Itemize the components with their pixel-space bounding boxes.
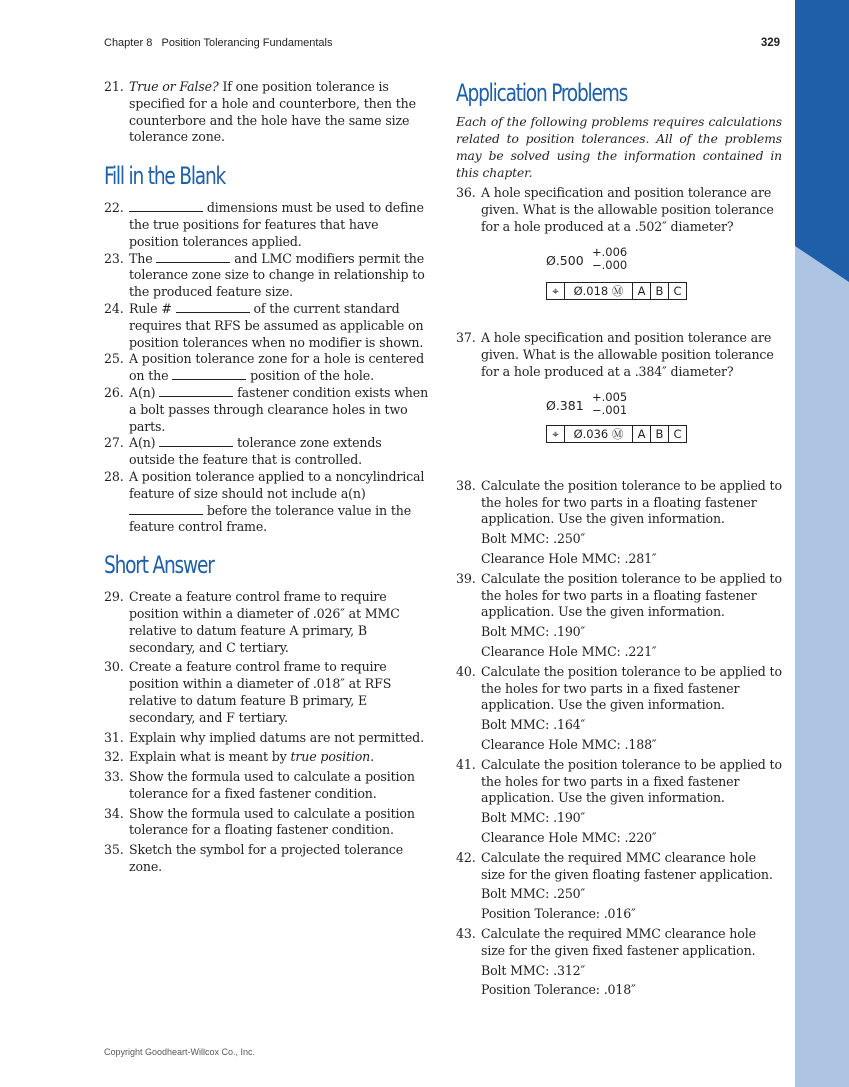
- question-text: If one position tolerance is specified for a hole and counterbore, then the counterbore and the hole have the same size tolerance zone.: [129, 79, 416, 145]
- question-text: Calculate the required MMC clearance hole size for the given floating fastener application.: [481, 849, 773, 882]
- question-26: [104, 385, 429, 435]
- datum-c-cell: C: [673, 426, 682, 441]
- left-column: [104, 79, 429, 876]
- question-number: 33.: [104, 769, 124, 785]
- position-symbol-icon: ⌖: [547, 283, 565, 299]
- tolerance-cell: Ø.036 Ⓜ: [565, 426, 633, 442]
- question-29: [104, 589, 429, 656]
- given-bolt: Bolt MMC: .250″: [481, 531, 586, 547]
- question-text: Create a feature control frame to require position within a diameter of .018″ at RFS relative to datum feature B primary, E secondary, and F tertiary.: [129, 659, 392, 725]
- question-37: [456, 330, 782, 380]
- upper-tolerance: +.006: [592, 245, 628, 260]
- question-number: 36.: [456, 185, 476, 200]
- question-text: of the current standard requires that RFS be assumed as applicable on position tolerances when no modifier is shown.: [129, 300, 424, 350]
- question-40: [456, 664, 782, 754]
- question-27: [104, 435, 429, 469]
- question-number: 31.: [104, 729, 124, 745]
- question-text: Rule #: [129, 300, 176, 316]
- question-number: 41.: [456, 756, 476, 772]
- given-bolt: Bolt MMC: .250″: [481, 886, 586, 902]
- question-33: [104, 769, 429, 803]
- question-text: and LMC modifiers permit the tolerance zone size to change in relationship to the produced feature size.: [129, 250, 425, 300]
- question-43: [456, 926, 782, 999]
- question-32: [104, 749, 429, 766]
- question-text: Calculate the required MMC clearance hole size for the given fixed fastener application.: [481, 925, 756, 958]
- question-text: Calculate the position tolerance to be applied to the holes for two parts in a fixed fastener application. Use the given information.: [481, 663, 782, 713]
- tolerance-cell: Ø.018 Ⓜ: [565, 283, 633, 299]
- question-text: tolerance zone extends outside the feature that is controlled.: [129, 435, 382, 468]
- question-text: Show the formula used to calculate a position tolerance for a floating fastener condition.: [129, 805, 415, 838]
- feature-control-frame: [546, 282, 687, 300]
- question-text: dimensions must be used to define the true positions for features that have position tolerances applied.: [129, 200, 424, 249]
- right-column: [456, 79, 782, 999]
- upper-tolerance: +.005: [592, 389, 628, 404]
- datum-a-cell: A: [633, 283, 651, 299]
- intro-text: Each of the following problems requires calculations related to position tolerances. All of the problems may be solved using the information contained in this chapter.: [456, 115, 782, 180]
- question-text: fastener condition exists when a bolt passes through clearance holes in two parts.: [129, 384, 429, 434]
- question-number: 40.: [456, 663, 476, 679]
- question-text: Explain why implied datums are not permitted.: [129, 729, 424, 745]
- question-41: [456, 757, 782, 847]
- question-23: [104, 251, 429, 301]
- datum-c-cell: C: [673, 284, 682, 299]
- question-text: A(n): [129, 384, 160, 400]
- diameter-value: Ø.500: [546, 253, 584, 269]
- datum-b-cell: B: [651, 283, 669, 299]
- side-band-tab: [795, 0, 849, 282]
- question-22: [104, 200, 429, 250]
- question-number: 34.: [104, 805, 124, 821]
- question-text: Calculate the position tolerance to be applied to the holes for two parts in a floating fastener application. Use the given information.: [481, 570, 782, 620]
- question-italic: True or False?: [129, 79, 219, 94]
- given-bolt: Bolt MMC: .190″: [481, 810, 586, 826]
- short-answer-heading: Short Answer: [104, 551, 214, 580]
- given-second: Clearance Hole MMC: .281″: [481, 550, 657, 566]
- question-number: 24.: [104, 300, 124, 316]
- answer-blank: [172, 368, 246, 380]
- application-problems-heading: Application Problems: [456, 79, 628, 107]
- question-42: [456, 850, 782, 923]
- lower-tolerance: −.001: [592, 402, 628, 417]
- question-text: .: [370, 749, 374, 765]
- question-number: 22.: [104, 200, 124, 216]
- question-number: 29.: [104, 589, 124, 605]
- page-number: 329: [760, 37, 780, 49]
- answer-blank: [159, 385, 233, 397]
- question-35: [104, 842, 429, 876]
- question-text: Explain what is meant by: [129, 749, 291, 765]
- question-24: [104, 301, 429, 351]
- feature-control-frame: [546, 425, 687, 443]
- question-text: Calculate the position tolerance to be applied to the holes for two parts in a fixed fastener application. Use the given information.: [481, 756, 782, 806]
- answer-blank: [156, 251, 230, 263]
- tolerance-figure-36: [456, 235, 782, 330]
- answer-blank: [176, 301, 250, 313]
- question-text: A position tolerance zone for a hole is centered on the: [129, 351, 424, 384]
- question-number: 27.: [104, 435, 124, 451]
- question-39: [456, 571, 782, 661]
- copyright-footer: Copyright Goodheart-Willcox Co., Inc.: [104, 1047, 256, 1057]
- tolerance-figure-37: [456, 381, 782, 478]
- question-number: 37.: [456, 330, 476, 346]
- chapter-title: Chapter 8 Position Tolerancing Fundamentals: [104, 37, 333, 49]
- answer-blank: [129, 200, 203, 212]
- question-number: 30.: [104, 659, 124, 675]
- question-text: Calculate the position tolerance to be applied to the holes for two parts in a floating fastener application. Use the given information.: [481, 477, 782, 527]
- question-31: [104, 730, 429, 747]
- question-number: 26.: [104, 384, 124, 400]
- question-text: Show the formula used to calculate a position tolerance for a fixed fastener condition.: [129, 769, 415, 801]
- given-bolt: Bolt MMC: .190″: [481, 624, 586, 640]
- question-34: [104, 806, 429, 840]
- given-second: Clearance Hole MMC: .221″: [481, 643, 657, 659]
- question-21: [104, 79, 429, 146]
- lower-tolerance: −.000: [592, 258, 628, 273]
- question-number: 21.: [104, 79, 124, 94]
- question-28: [104, 469, 429, 536]
- answer-blank: [129, 503, 203, 515]
- given-second: Position Tolerance: .018″: [481, 982, 636, 998]
- position-symbol-icon: ⌖: [547, 426, 565, 442]
- question-number: 25.: [104, 351, 124, 367]
- question-25: [104, 351, 429, 385]
- question-text: Sketch the symbol for a projected tolerance zone.: [129, 842, 404, 875]
- question-text: A hole specification and position tolerance are given. What is the allowable position tolerance for a hole produced at a .502″ diameter?: [481, 185, 774, 234]
- fill-in-the-blank-heading: Fill in the Blank: [104, 162, 226, 191]
- given-second: Clearance Hole MMC: .220″: [481, 829, 657, 845]
- question-number: 42.: [456, 849, 476, 865]
- question-number: 23.: [104, 250, 124, 266]
- question-number: 38.: [456, 477, 476, 493]
- question-number: 35.: [104, 842, 124, 858]
- given-second: Position Tolerance: .016″: [481, 906, 636, 922]
- question-text: before the tolerance value in the feature control frame.: [129, 502, 412, 535]
- given-bolt: Bolt MMC: .164″: [481, 717, 586, 733]
- answer-blank: [159, 435, 233, 447]
- given-second: Clearance Hole MMC: .188″: [481, 736, 657, 752]
- datum-b-cell: B: [651, 426, 669, 442]
- diameter-value: Ø.381: [546, 397, 584, 413]
- question-text: A hole specification and position tolerance are given. What is the allowable position tolerance for a hole produced at a .384″ diameter?: [481, 330, 774, 379]
- question-text: position of the hole.: [246, 368, 374, 384]
- question-text: Create a feature control frame to require position within a diameter of .026″ at MMC relative to datum feature A primary, B secondary, and C tertiary.: [129, 589, 400, 655]
- question-number: 32.: [104, 749, 124, 765]
- datum-a-cell: A: [633, 426, 651, 442]
- question-number: 39.: [456, 570, 476, 586]
- question-30: [104, 659, 429, 726]
- question-number: 43.: [456, 925, 476, 941]
- question-number: 28.: [104, 468, 124, 484]
- question-36: [456, 185, 782, 235]
- question-italic: true position: [290, 749, 371, 765]
- question-text: A position tolerance applied to a noncylindrical feature of size should not include a(n): [129, 468, 425, 501]
- given-bolt: Bolt MMC: .312″: [481, 962, 586, 978]
- question-text: A(n): [129, 435, 160, 451]
- question-text: The: [129, 250, 157, 266]
- question-38: [456, 478, 782, 568]
